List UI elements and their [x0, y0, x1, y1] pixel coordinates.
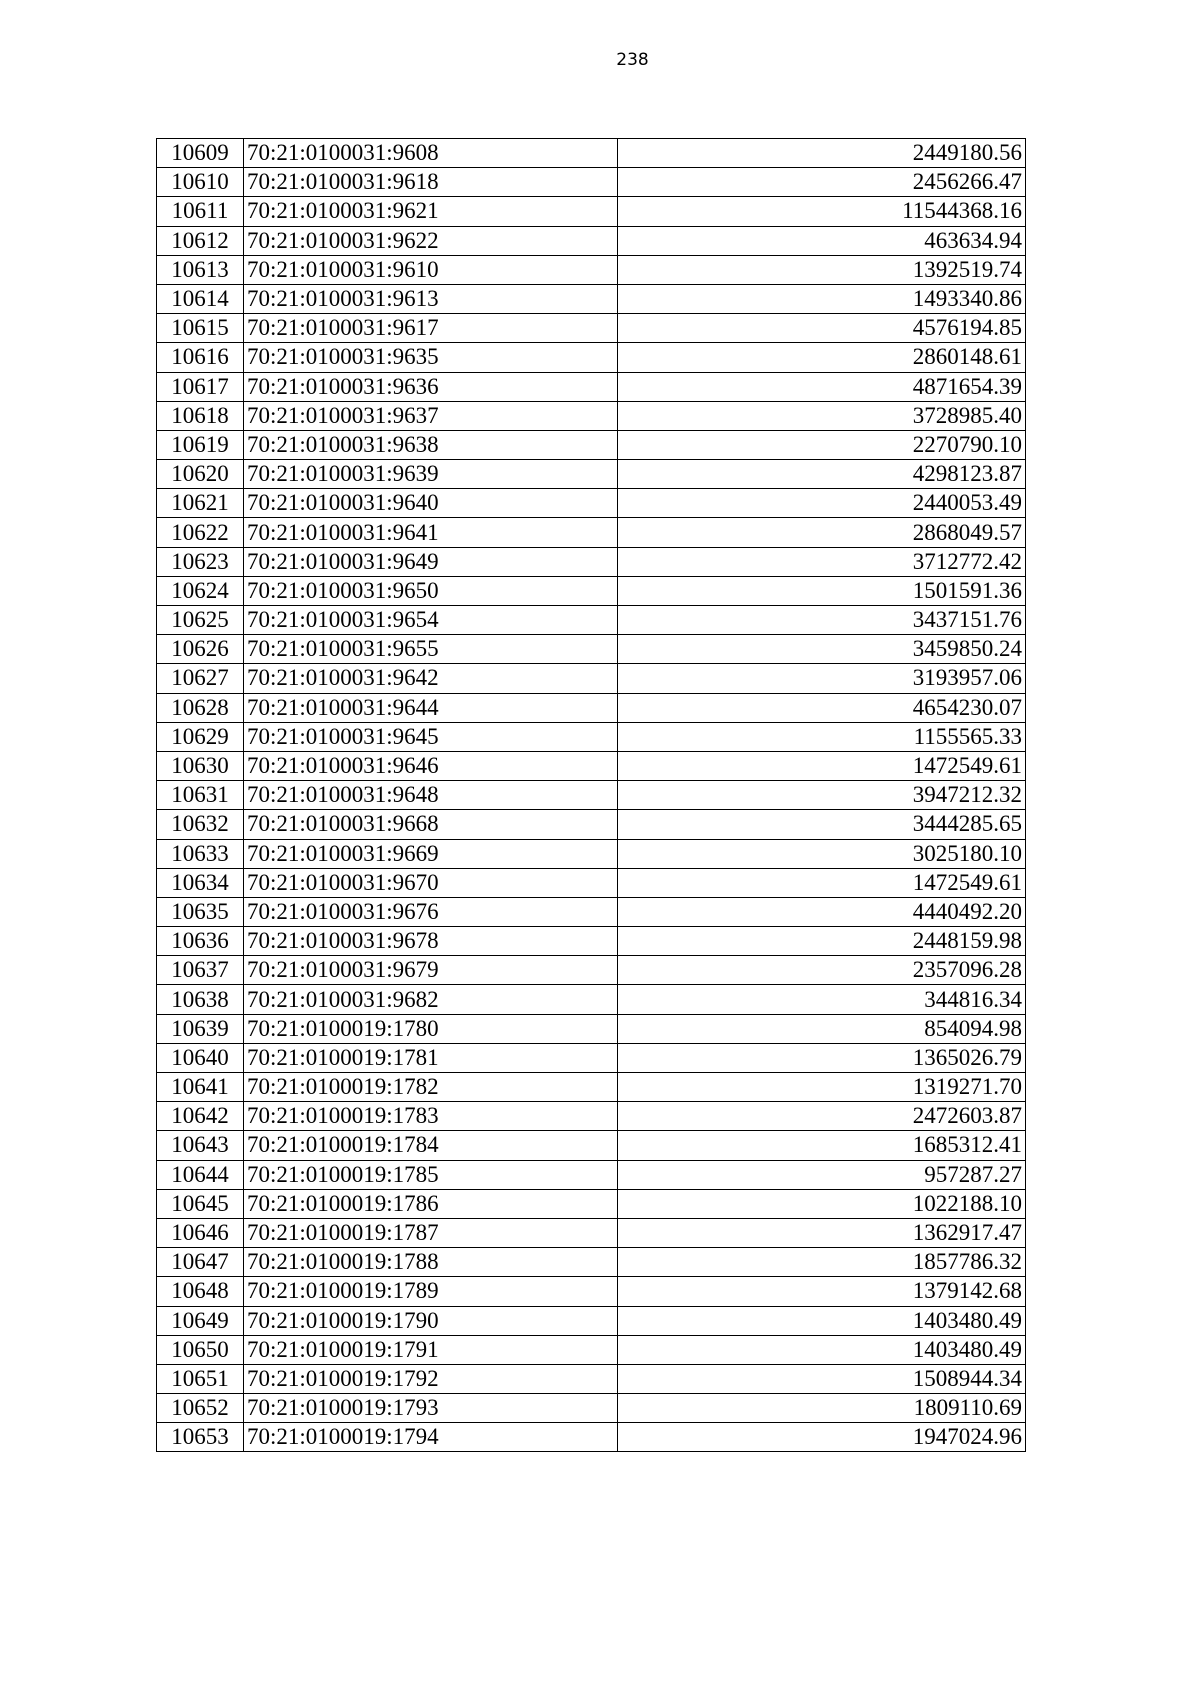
row-number-cell: 10629 — [157, 722, 244, 751]
row-number-cell: 10651 — [157, 1364, 244, 1393]
row-number-cell: 10617 — [157, 372, 244, 401]
table-row — [157, 1131, 1026, 1160]
cadastral-value-cell: 3712772.42 — [618, 547, 1026, 576]
row-number-cell: 10644 — [157, 1160, 244, 1189]
row-number-cell: 10650 — [157, 1335, 244, 1364]
table-row — [157, 1394, 1026, 1423]
cadastral-value-cell: 1403480.49 — [618, 1306, 1026, 1335]
row-number-cell: 10620 — [157, 460, 244, 489]
cadastral-number-cell: 70:21:0100019:1782 — [244, 1073, 618, 1102]
cadastral-number-cell: 70:21:0100031:9613 — [244, 284, 618, 313]
row-number-cell: 10641 — [157, 1073, 244, 1102]
table-row — [157, 343, 1026, 372]
cadastral-number-cell: 70:21:0100031:9646 — [244, 751, 618, 780]
cadastral-number-cell: 70:21:0100031:9621 — [244, 197, 618, 226]
cadastral-value-cell: 1365026.79 — [618, 1043, 1026, 1072]
row-number-cell: 10649 — [157, 1306, 244, 1335]
row-number-cell: 10638 — [157, 985, 244, 1014]
table-row — [157, 1102, 1026, 1131]
table-row — [157, 781, 1026, 810]
table-row — [157, 1218, 1026, 1247]
row-number-cell: 10610 — [157, 168, 244, 197]
page-number: 238 — [616, 50, 649, 70]
table-row — [157, 314, 1026, 343]
table-row — [157, 1043, 1026, 1072]
cadastral-value-cell: 4440492.20 — [618, 897, 1026, 926]
cadastral-value-cell: 344816.34 — [618, 985, 1026, 1014]
cadastral-value-cell: 3193957.06 — [618, 664, 1026, 693]
row-number-cell: 10627 — [157, 664, 244, 693]
cadastral-value-cell: 463634.94 — [618, 226, 1026, 255]
cadastral-value-cell: 4654230.07 — [618, 693, 1026, 722]
cadastral-number-cell: 70:21:0100031:9650 — [244, 576, 618, 605]
cadastral-number-cell: 70:21:0100019:1781 — [244, 1043, 618, 1072]
cadastral-value-cell: 11544368.16 — [618, 197, 1026, 226]
row-number-cell: 10631 — [157, 781, 244, 810]
cadastral-value-cell: 2860148.61 — [618, 343, 1026, 372]
row-number-cell: 10647 — [157, 1248, 244, 1277]
row-number-cell: 10626 — [157, 635, 244, 664]
table-row — [157, 635, 1026, 664]
row-number-cell: 10642 — [157, 1102, 244, 1131]
cadastral-number-cell: 70:21:0100031:9637 — [244, 401, 618, 430]
table-row — [157, 606, 1026, 635]
table-row — [157, 1160, 1026, 1189]
cadastral-number-cell: 70:21:0100031:9636 — [244, 372, 618, 401]
cadastral-value-cell: 2472603.87 — [618, 1102, 1026, 1131]
cadastral-value-cell: 1022188.10 — [618, 1189, 1026, 1218]
row-number-cell: 10639 — [157, 1014, 244, 1043]
table-row — [157, 897, 1026, 926]
row-number-cell: 10643 — [157, 1131, 244, 1160]
cadastral-value-cell: 2868049.57 — [618, 518, 1026, 547]
cadastral-number-cell: 70:21:0100019:1785 — [244, 1160, 618, 1189]
row-number-cell: 10611 — [157, 197, 244, 226]
row-number-cell: 10645 — [157, 1189, 244, 1218]
cadastral-value-table — [156, 138, 1026, 1452]
cadastral-value-cell: 1508944.34 — [618, 1364, 1026, 1393]
cadastral-value-cell: 4871654.39 — [618, 372, 1026, 401]
cadastral-value-cell: 1472549.61 — [618, 751, 1026, 780]
table-row — [157, 430, 1026, 459]
cadastral-number-cell: 70:21:0100019:1786 — [244, 1189, 618, 1218]
row-number-cell: 10609 — [157, 139, 244, 168]
cadastral-number-cell: 70:21:0100019:1784 — [244, 1131, 618, 1160]
row-number-cell: 10616 — [157, 343, 244, 372]
table-row — [157, 547, 1026, 576]
cadastral-number-cell: 70:21:0100031:9622 — [244, 226, 618, 255]
cadastral-value-cell: 1379142.68 — [618, 1277, 1026, 1306]
cadastral-number-cell: 70:21:0100031:9639 — [244, 460, 618, 489]
cadastral-number-cell: 70:21:0100031:9617 — [244, 314, 618, 343]
cadastral-number-cell: 70:21:0100031:9649 — [244, 547, 618, 576]
cadastral-value-cell: 1501591.36 — [618, 576, 1026, 605]
table-row — [157, 693, 1026, 722]
cadastral-number-cell: 70:21:0100031:9640 — [244, 489, 618, 518]
cadastral-number-cell: 70:21:0100031:9635 — [244, 343, 618, 372]
cadastral-number-cell: 70:21:0100019:1794 — [244, 1423, 618, 1452]
row-number-cell: 10613 — [157, 255, 244, 284]
table-row — [157, 226, 1026, 255]
cadastral-number-cell: 70:21:0100031:9608 — [244, 139, 618, 168]
cadastral-value-cell: 2440053.49 — [618, 489, 1026, 518]
cadastral-number-cell: 70:21:0100031:9638 — [244, 430, 618, 459]
row-number-cell: 10630 — [157, 751, 244, 780]
table-row — [157, 518, 1026, 547]
table-row — [157, 1248, 1026, 1277]
row-number-cell: 10646 — [157, 1218, 244, 1247]
cadastral-number-cell: 70:21:0100031:9668 — [244, 810, 618, 839]
cadastral-number-cell: 70:21:0100031:9644 — [244, 693, 618, 722]
cadastral-number-cell: 70:21:0100031:9655 — [244, 635, 618, 664]
cadastral-value-cell: 3025180.10 — [618, 839, 1026, 868]
table-row — [157, 460, 1026, 489]
row-number-cell: 10633 — [157, 839, 244, 868]
cadastral-number-cell: 70:21:0100031:9642 — [244, 664, 618, 693]
row-number-cell: 10640 — [157, 1043, 244, 1072]
cadastral-number-cell: 70:21:0100031:9654 — [244, 606, 618, 635]
row-number-cell: 10621 — [157, 489, 244, 518]
row-number-cell: 10618 — [157, 401, 244, 430]
row-number-cell: 10623 — [157, 547, 244, 576]
cadastral-number-cell: 70:21:0100019:1783 — [244, 1102, 618, 1131]
cadastral-value-cell: 2456266.47 — [618, 168, 1026, 197]
row-number-cell: 10622 — [157, 518, 244, 547]
cadastral-number-cell: 70:21:0100019:1792 — [244, 1364, 618, 1393]
table-row — [157, 255, 1026, 284]
table-row — [157, 489, 1026, 518]
table-row — [157, 197, 1026, 226]
cadastral-number-cell: 70:21:0100031:9618 — [244, 168, 618, 197]
row-number-cell: 10612 — [157, 226, 244, 255]
cadastral-number-cell: 70:21:0100031:9610 — [244, 255, 618, 284]
row-number-cell: 10619 — [157, 430, 244, 459]
cadastral-number-cell: 70:21:0100031:9645 — [244, 722, 618, 751]
row-number-cell: 10636 — [157, 927, 244, 956]
row-number-cell: 10615 — [157, 314, 244, 343]
cadastral-value-cell: 854094.98 — [618, 1014, 1026, 1043]
cadastral-value-cell: 4298123.87 — [618, 460, 1026, 489]
row-number-cell: 10632 — [157, 810, 244, 839]
cadastral-value-cell: 1472549.61 — [618, 868, 1026, 897]
table-row — [157, 1306, 1026, 1335]
cadastral-number-cell: 70:21:0100019:1780 — [244, 1014, 618, 1043]
cadastral-value-cell: 1392519.74 — [618, 255, 1026, 284]
table-row — [157, 168, 1026, 197]
cadastral-value-cell: 3459850.24 — [618, 635, 1026, 664]
table-row — [157, 139, 1026, 168]
table-row — [157, 985, 1026, 1014]
cadastral-number-cell: 70:21:0100019:1791 — [244, 1335, 618, 1364]
row-number-cell: 10614 — [157, 284, 244, 313]
row-number-cell: 10624 — [157, 576, 244, 605]
table-row — [157, 284, 1026, 313]
table-row — [157, 372, 1026, 401]
cadastral-number-cell: 70:21:0100031:9641 — [244, 518, 618, 547]
table-body — [157, 139, 1026, 1452]
row-number-cell: 10625 — [157, 606, 244, 635]
table-row — [157, 1364, 1026, 1393]
table-row — [157, 1335, 1026, 1364]
cadastral-value-cell: 1857786.32 — [618, 1248, 1026, 1277]
cadastral-number-cell: 70:21:0100031:9682 — [244, 985, 618, 1014]
cadastral-value-cell: 1685312.41 — [618, 1131, 1026, 1160]
cadastral-number-cell: 70:21:0100031:9669 — [244, 839, 618, 868]
row-number-cell: 10628 — [157, 693, 244, 722]
cadastral-value-cell: 4576194.85 — [618, 314, 1026, 343]
cadastral-value-cell: 2270790.10 — [618, 430, 1026, 459]
cadastral-value-cell: 1403480.49 — [618, 1335, 1026, 1364]
cadastral-number-cell: 70:21:0100031:9670 — [244, 868, 618, 897]
cadastral-value-cell: 957287.27 — [618, 1160, 1026, 1189]
row-number-cell: 10652 — [157, 1394, 244, 1423]
row-number-cell: 10648 — [157, 1277, 244, 1306]
table-row — [157, 810, 1026, 839]
table-row — [157, 1073, 1026, 1102]
table-row — [157, 868, 1026, 897]
table-row — [157, 1423, 1026, 1452]
cadastral-value-cell: 1362917.47 — [618, 1218, 1026, 1247]
row-number-cell: 10637 — [157, 956, 244, 985]
cadastral-value-cell: 3437151.76 — [618, 606, 1026, 635]
cadastral-value-cell: 1155565.33 — [618, 722, 1026, 751]
table-row — [157, 839, 1026, 868]
cadastral-number-cell: 70:21:0100019:1789 — [244, 1277, 618, 1306]
cadastral-value-cell: 3947212.32 — [618, 781, 1026, 810]
table-row — [157, 722, 1026, 751]
cadastral-number-cell: 70:21:0100019:1793 — [244, 1394, 618, 1423]
cadastral-value-cell: 3444285.65 — [618, 810, 1026, 839]
table-row — [157, 1277, 1026, 1306]
row-number-cell: 10653 — [157, 1423, 244, 1452]
cadastral-number-cell: 70:21:0100019:1787 — [244, 1218, 618, 1247]
cadastral-number-cell: 70:21:0100031:9676 — [244, 897, 618, 926]
cadastral-value-cell: 1493340.86 — [618, 284, 1026, 313]
row-number-cell: 10635 — [157, 897, 244, 926]
table-row — [157, 576, 1026, 605]
cadastral-number-cell: 70:21:0100019:1788 — [244, 1248, 618, 1277]
table-row — [157, 401, 1026, 430]
cadastral-value-cell: 1947024.96 — [618, 1423, 1026, 1452]
cadastral-number-cell: 70:21:0100031:9679 — [244, 956, 618, 985]
cadastral-value-cell: 1319271.70 — [618, 1073, 1026, 1102]
cadastral-value-cell: 2449180.56 — [618, 139, 1026, 168]
cadastral-value-cell: 2448159.98 — [618, 927, 1026, 956]
table-row — [157, 1189, 1026, 1218]
table-row — [157, 751, 1026, 780]
cadastral-number-cell: 70:21:0100031:9648 — [244, 781, 618, 810]
cadastral-number-cell: 70:21:0100031:9678 — [244, 927, 618, 956]
cadastral-number-cell: 70:21:0100019:1790 — [244, 1306, 618, 1335]
cadastral-value-cell: 3728985.40 — [618, 401, 1026, 430]
cadastral-value-cell: 2357096.28 — [618, 956, 1026, 985]
table-row — [157, 664, 1026, 693]
table-row — [157, 1014, 1026, 1043]
cadastral-value-cell: 1809110.69 — [618, 1394, 1026, 1423]
table-row — [157, 927, 1026, 956]
table-row — [157, 956, 1026, 985]
row-number-cell: 10634 — [157, 868, 244, 897]
